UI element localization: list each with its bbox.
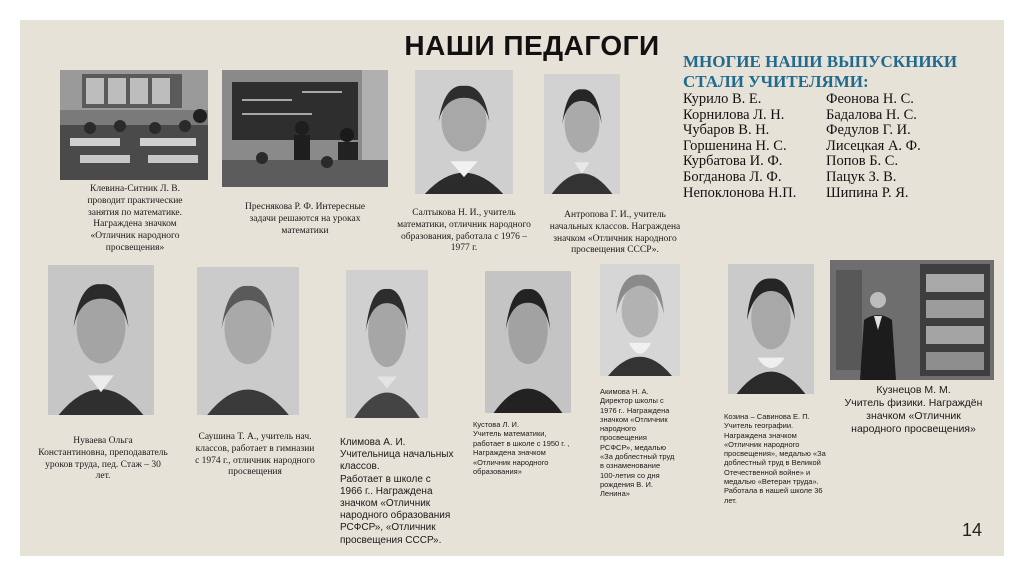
graduate-name: Богданова Л. Ф.	[683, 168, 782, 185]
caption-akimova: Акимова Н. А. Директор школы с 1976 г.. Награждена значком «Отличник народного просвещения РСФСР», медалью «За доблестный труд в ознаменование 100-летия со дня рождения В. И. Ленина»	[600, 387, 675, 499]
photo-kustova-portrait	[485, 271, 571, 413]
graduate-name: Непоклонова Н.П.	[683, 184, 797, 201]
caption-kustova: Кустова Л. И. Учитель математики, работает в школе с 1950 г. , Награждена значком «Отличник народного образования»	[473, 420, 570, 477]
photo-kozina-portrait	[728, 264, 814, 394]
photo-klevina-classroom	[60, 70, 208, 180]
photo-saushina-portrait	[197, 267, 299, 415]
photo-kuznetsov-lab	[830, 260, 994, 380]
caption-saltykova: Салтыкова Н. И., учитель математики, отличник народного образования, работала с 1976 – 1977 г.	[397, 208, 531, 254]
photo-presnyakova-lesson	[222, 70, 388, 187]
photo-klimova-portrait	[346, 270, 428, 418]
caption-presnyakova: Преснякова Р. Ф. Интересные задачи решаются на уроках математики	[244, 202, 366, 236]
photo-nuvaeva-portrait	[48, 265, 154, 415]
graduate-name: Корнилова Л. Н.	[683, 106, 785, 123]
graduate-name: Шипина Р. Я.	[826, 184, 909, 201]
caption-kuznetsov: Кузнецов М. М. Учитель физики. Награждён значком «Отличник народного просвещения»	[844, 384, 983, 435]
caption-klevina: Клевина-Ситник Л. В. проводит практические занятия по математике. Награждена значком «Отличник народного просвещения»	[87, 184, 183, 253]
graduate-name: Лисецкая А. Ф.	[826, 137, 921, 154]
photo-akimova-portrait	[600, 264, 680, 376]
slide	[20, 20, 1004, 556]
caption-antropova: Антропова Г. И., учитель начальных классов. Награждена значком «Отличник народного просвещения СССР».	[549, 210, 681, 256]
graduate-name: Попов Б. С.	[826, 153, 899, 170]
graduate-name: Горшенина Н. С.	[683, 137, 787, 154]
page-title: НАШИ ПЕДАГОГИ	[404, 30, 660, 61]
graduate-name: Курбатова И. Ф.	[683, 153, 783, 170]
graduate-name: Бадалова Н. С.	[826, 106, 917, 123]
photo-antropova-portrait	[544, 74, 620, 194]
graduate-name: Федулов Г. И.	[826, 122, 911, 139]
graduates-list-column-2	[826, 92, 921, 201]
graduate-name: Пацук З. В.	[826, 168, 897, 185]
caption-kozina: Козина – Савинова Е. П. Учитель географии. Награждена значком «Отличник народного просвещения», медалью «За доблестный труд в Великой Отечественной войне» и медалью «Ветеран труда». Работала в нашей школе 36 лет.	[724, 412, 826, 505]
graduate-name: Чубаров В. Н.	[683, 122, 770, 139]
graduates-heading: МНОГИЕ НАШИ ВЫПУСКНИКИ СТАЛИ УЧИТЕЛЯМИ:	[683, 52, 958, 91]
caption-saushina: Саушина Т. А., учитель нач. классов, работает в гимназии с 1974 г., отличник народного просвещения	[195, 432, 315, 478]
photo-saltykova-portrait	[415, 70, 513, 194]
page-number: 14	[962, 520, 983, 540]
graduate-name: Феонова Н. С.	[826, 91, 914, 107]
graduates-list-column-1	[683, 92, 796, 201]
caption-klimova: Климова А. И. Учительница начальных классов. Работает в школе с 1966 г.. Награждена значком «Отличник народного образования РСФСР», «Отличник просвещения СССР».	[340, 437, 454, 546]
caption-nuvaeva: Нуваева Ольга Константиновна, преподаватель уроков труда, пед. Стаж – 30 лет.	[38, 436, 168, 482]
graduate-name: Курило В. Е.	[683, 91, 762, 107]
